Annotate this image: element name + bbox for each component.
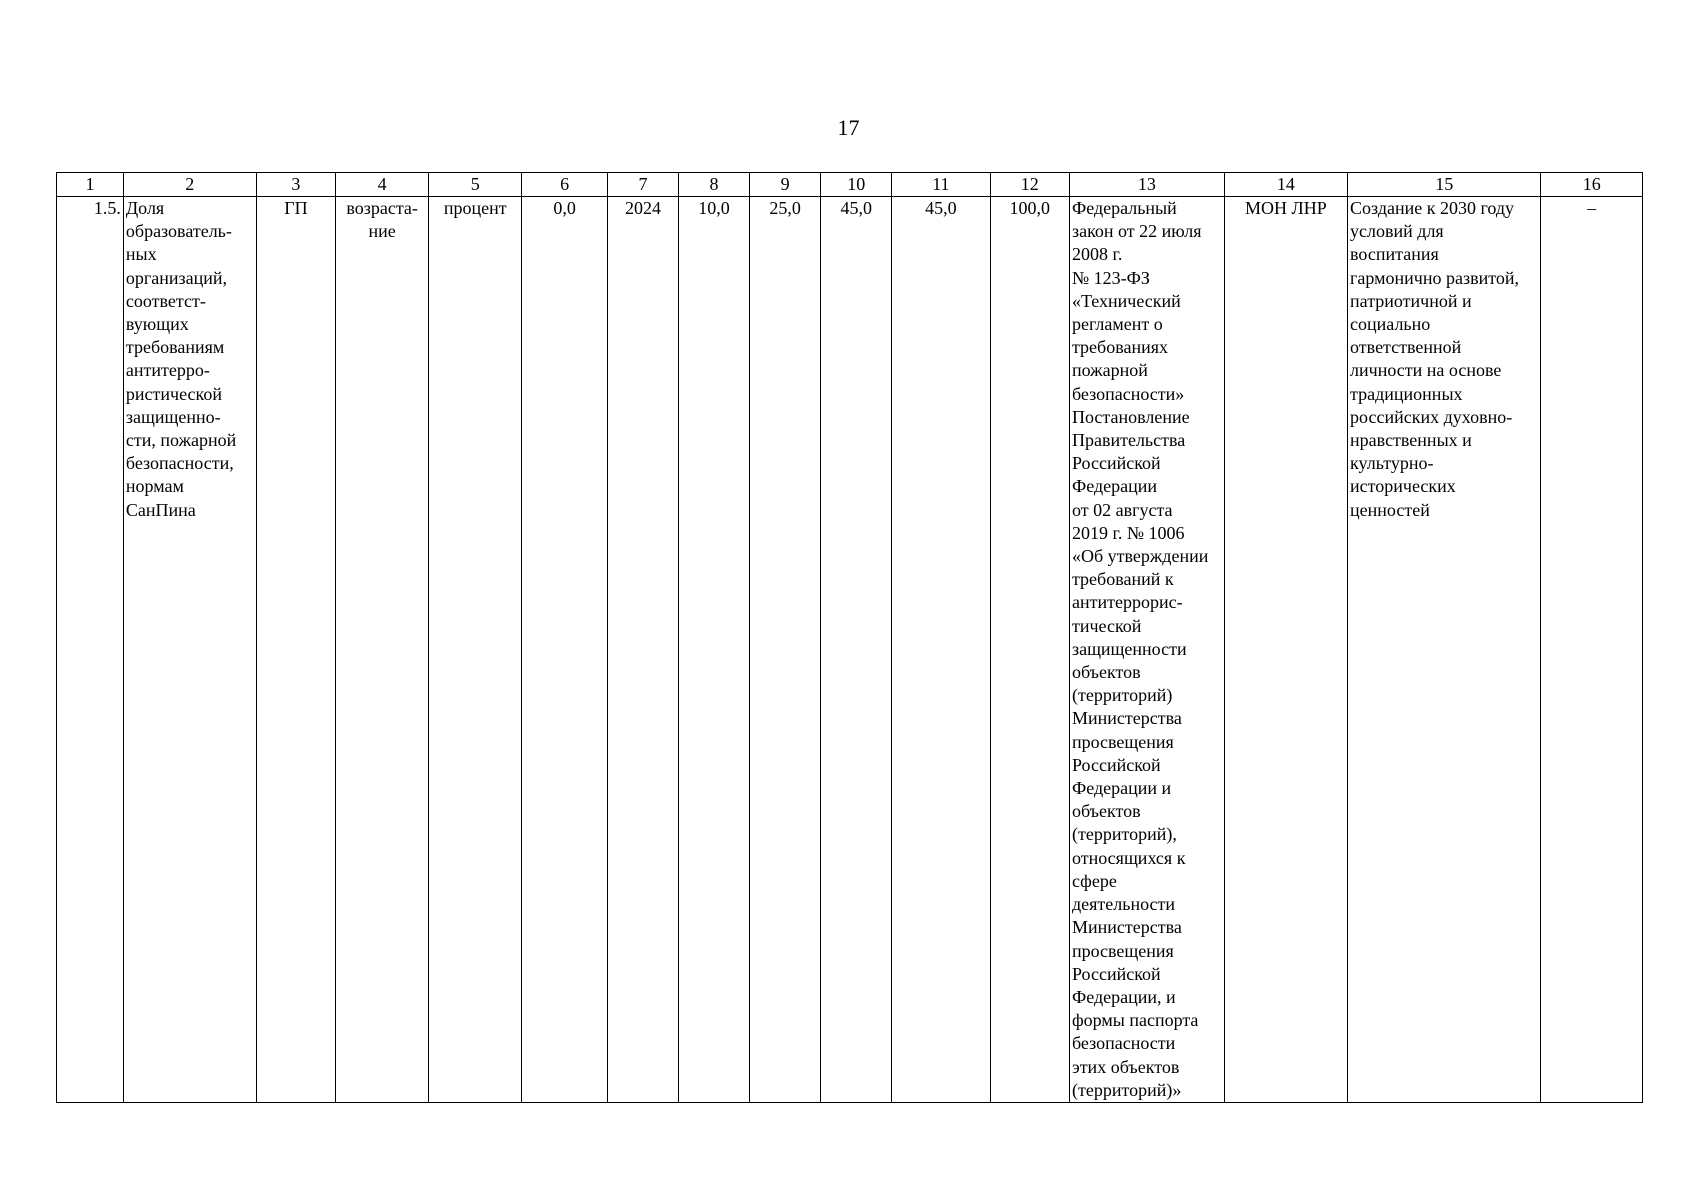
header-cell: 16 — [1541, 173, 1643, 197]
header-cell: 13 — [1069, 173, 1224, 197]
value-cell-9: 25,0 — [750, 197, 821, 1103]
page-number: 17 — [837, 115, 860, 140]
goal-cell: Создание к 2030 году условий для воспитания гармонично развитой, патриотичной и социально ответственной личности на основе традиционных российских духовно- нравственных и культурно- исторических ценностей — [1348, 197, 1541, 1103]
header-cell: 1 — [57, 173, 124, 197]
header-cell: 11 — [892, 173, 990, 197]
responsible-cell: МОН ЛНР — [1224, 197, 1347, 1103]
header-cell: 15 — [1348, 173, 1541, 197]
unit-cell: процент — [429, 197, 522, 1103]
header-cell: 5 — [429, 173, 522, 197]
header-cell: 12 — [990, 173, 1069, 197]
header-cell: 7 — [607, 173, 678, 197]
base-year-cell: 2024 — [607, 197, 678, 1103]
header-cell: 14 — [1224, 173, 1347, 197]
value-cell-10: 45,0 — [821, 197, 892, 1103]
indicators-table — [56, 172, 1643, 1103]
header-row — [57, 173, 1643, 197]
header-cell: 10 — [821, 173, 892, 197]
header-cell: 3 — [256, 173, 335, 197]
value-cell-12: 100,0 — [990, 197, 1069, 1103]
row-number-cell: 1.5. — [57, 197, 124, 1103]
header-cell: 8 — [679, 173, 750, 197]
trend-cell: возраста- ние — [336, 197, 429, 1103]
document-cell: Федеральный закон от 22 июля 2008 г. № 123-ФЗ «Технический регламент о требованиях пожарной безопасности» Постановление Правительства Российской Федерации от 02 августа 2019 г. № 1006 «Об утверждении требований к антитеррорис- тической защищенности объектов (территорий) Министерства просвещения Российской Федерации и объектов (территорий), относящихся к сфере деятельности Министерства просвещения Российской Федерации, и формы паспорта безопасности этих объектов (территорий)» — [1069, 197, 1224, 1103]
col-16-cell: – — [1541, 197, 1643, 1103]
header-cell: 4 — [336, 173, 429, 197]
value-cell-8: 10,0 — [679, 197, 750, 1103]
value-cell-11: 45,0 — [892, 197, 990, 1103]
base-value-cell: 0,0 — [522, 197, 608, 1103]
header-cell: 6 — [522, 173, 608, 197]
header-cell: 2 — [123, 173, 256, 197]
table-row — [57, 197, 1643, 1103]
header-cell: 9 — [750, 173, 821, 197]
indicator-name-cell: Доля образователь- ных организаций, соответст- вующих требованиям антитерро- ристической защищенно- сти, пожарной безопасности, нормам СанПина — [123, 197, 256, 1103]
level-cell: ГП — [256, 197, 335, 1103]
